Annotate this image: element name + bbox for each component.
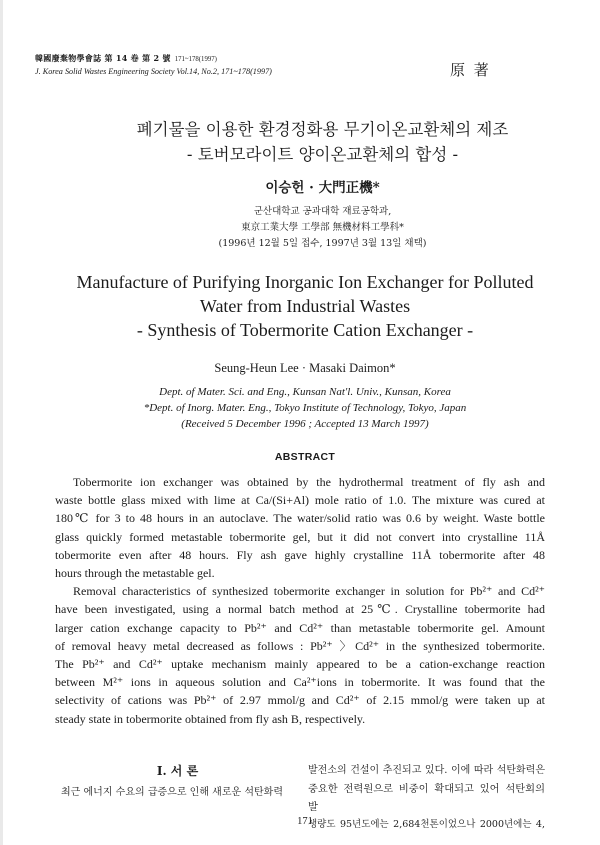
korean-subtitle-line: - 토버모라이트 양이온교환체의 합성 - <box>186 145 459 164</box>
english-affiliation-line: *Dept. of Inorg. Mater. Eng., Tokyo Institute of Technology, Tokyo, Japan <box>143 402 467 414</box>
abstract-line: Tobermorite ion exchanger was obtained by the hydrothermal treatment of fly ash and <box>73 475 545 489</box>
english-authors <box>10 360 600 376</box>
abstract-paragraph <box>55 473 545 582</box>
journal-header-english: J. Korea Solid Wastes Engineering Society Vol.14, No.2, 171~178(1997) <box>35 67 272 76</box>
abstract-line: glass quickly formed metastable tobermorite gel, but it did not convert into crystalline 11Å <box>55 529 545 544</box>
abstract-heading: ABSTRACT <box>274 451 336 463</box>
english-subtitle-line: - Synthesis of Tobermorite Cation Exchanger - <box>136 320 474 340</box>
abstract-paragraph <box>55 582 545 728</box>
abstract-line: 180℃ for 3 to 48 hours in an autoclave. The water/solid ratio was 0.6 by weight. Waste bottle <box>55 511 545 526</box>
abstract-line: selectivity of cations was Pb²⁺ of 2.97 mmol/g and Cd²⁺ of 2.15 mmol/g were taken up at <box>55 693 545 708</box>
scan-edge-shadow <box>0 0 3 845</box>
korean-authors <box>45 179 600 197</box>
abstract-line: tobermorite even after 48 hours. Fly ash gave highly crystalline 11Å tobermorite after 48 <box>55 547 545 562</box>
journal-header-korean <box>35 52 335 66</box>
body-text-line: 최근 에너지 수요의 급증으로 인해 새로운 석탄화력 <box>61 787 283 798</box>
journal-name-korean: 韓國廢棄物學會誌 第 14 卷 第 2 號 <box>35 53 171 63</box>
abstract-line: of removal heavy metal decreased as follows : Pb²⁺ 〉Cd²⁺ in the synthesized tobermorite. <box>55 638 545 653</box>
english-title <box>10 270 600 342</box>
korean-received-dates: (1996년 12월 5일 접수, 1997년 3월 13일 채택) <box>218 238 427 249</box>
abstract-line: between M²⁺ ions in aqueous solution and Ca²⁺ions in tobermorite. It was found that the <box>55 675 545 690</box>
abstract-line: have been investigated, using a normal batch method at 25℃. Crystalline tobermorite had <box>55 602 545 617</box>
page-number: 171 <box>297 816 313 827</box>
korean-affiliation-line: 군산대학교 공과대학 재료공학과, <box>253 206 392 217</box>
abstract-line: The Pb²⁺ and Cd²⁺ uptake mechanism mainly appeared to be a cation-exchange reaction <box>55 657 545 672</box>
english-affiliation-line: Dept. of Mater. Sci. and Eng., Kunsan Nat'l. Univ., Kunsan, Korea <box>159 386 451 398</box>
english-affiliations <box>10 384 600 432</box>
korean-affiliations <box>45 204 600 252</box>
introduction-left-column <box>55 784 283 802</box>
body-text-line: 중요한 전력원으로 비중이 확대되고 있어 석탄회의 발 <box>308 783 545 813</box>
korean-author-names: 이승헌 · 大門正機* <box>265 180 380 196</box>
body-text-line: 생량도 95년도에는 2,684천톤이었으나 2000년에는 4, <box>308 819 545 830</box>
article-type-label: 原 著 <box>450 61 491 79</box>
abstract-line: hours through the metastable gel. <box>55 566 215 581</box>
english-title-line: Water from Industrial Wastes <box>199 296 411 316</box>
korean-title <box>45 117 600 167</box>
english-received-dates: (Received 5 December 1996 ; Accepted 13 March 1997) <box>181 418 429 430</box>
body-text-line: 발전소의 건설이 추진되고 있다. 이에 따라 석탄화력은 <box>308 765 545 776</box>
english-title-line: Manufacture of Purifying Inorganic Ion Exchanger for Polluted <box>76 272 534 292</box>
journal-page-range: 171~178(1997) <box>174 56 217 63</box>
english-author-names: Seung-Heun Lee · Masaki Daimon* <box>214 361 396 375</box>
abstract-line: Removal characteristics of synthesized tobermorite exchanger in solution for Pb²⁺ and Cd²⁺ <box>73 584 545 599</box>
abstract-line: steady state in tobermorite obtained from fly ash B, respectively. <box>55 711 366 726</box>
japanese-affiliation-line: 東京工業大學 工學部 無機材料工學科* <box>241 222 404 233</box>
korean-title-line: 폐기물을 이용한 환경정화용 무기이온교환체의 제조 <box>136 120 509 139</box>
abstract-line: larger cation exchange capacity to Pb²⁺ and Cd²⁺ than metastable tobermorite gel. Amount <box>55 620 545 635</box>
abstract-section <box>55 473 545 728</box>
abstract-line: waste bottle glass mixed with lime at Ca/(Si+Al) mole ratio of 1.0. The mixture was cured at <box>55 493 545 508</box>
introduction-heading: Ⅰ. 서 론 <box>156 764 199 778</box>
